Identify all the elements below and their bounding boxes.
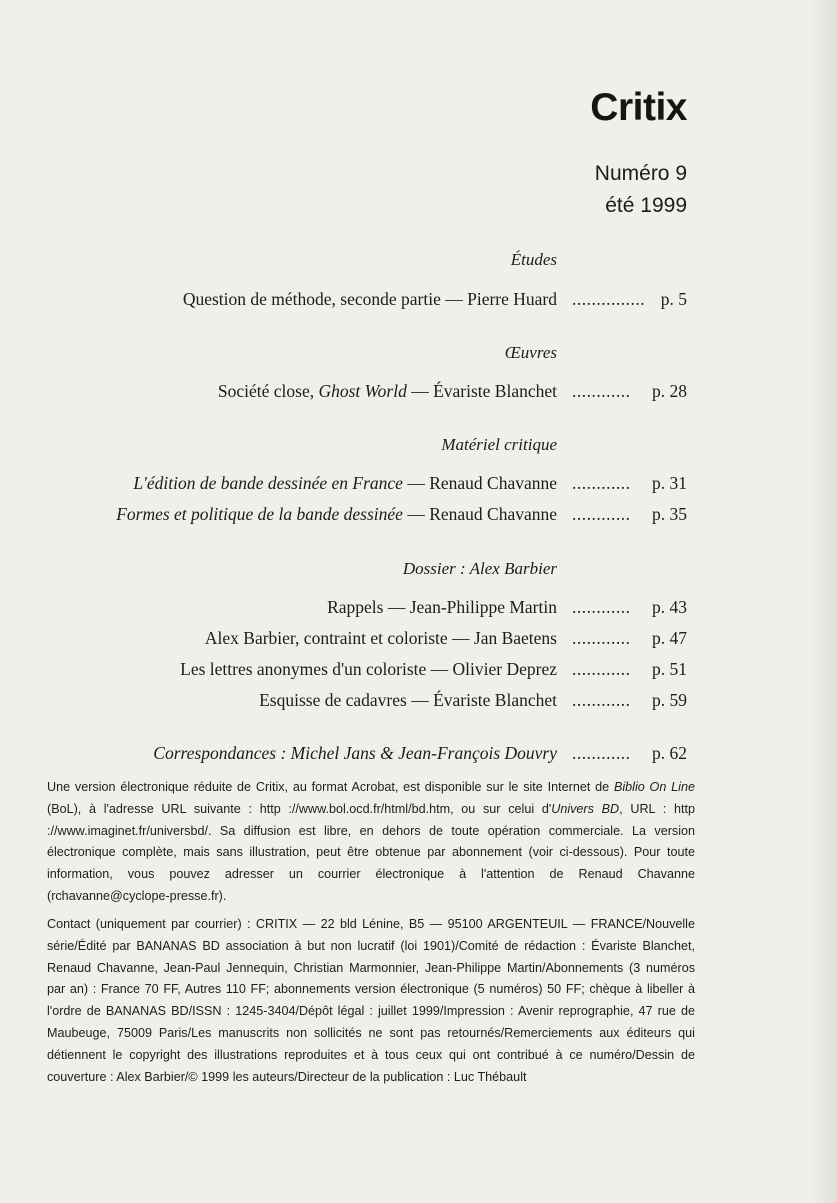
toc-entry-title: Correspondances : Michel Jans & Jean-François Douvry: [153, 743, 557, 763]
page-edge-shadow: [811, 0, 837, 1203]
section-heading-etudes: Études: [510, 250, 557, 269]
section-heading-dossier: Dossier : Alex Barbier: [402, 559, 557, 578]
toc-leader-dots: ............: [572, 597, 631, 617]
toc-page-number: p. 5: [660, 289, 687, 309]
toc-entry: [40, 380, 687, 402]
toc-entry-title: Esquisse de cadavres — Évariste Blanchet: [259, 690, 557, 710]
toc-entry: [40, 627, 687, 649]
toc-entry: [40, 503, 687, 525]
toc-leader-dots: ............: [572, 659, 631, 679]
toc-entry-title: Question de méthode, seconde partie — Pierre Huard: [182, 289, 557, 309]
toc-leader-dots: ............: [572, 743, 631, 763]
section-heading-materiel-critique: Matériel critique: [441, 435, 557, 454]
toc-page-number: p. 59: [652, 690, 687, 710]
toc-entry-title: Rappels — Jean-Philippe Martin: [327, 597, 557, 617]
toc-entry-title: L'édition de bande dessinée en France — Renaud Chavanne: [133, 473, 557, 493]
toc-page-number: p. 28: [652, 381, 687, 401]
magazine-title: Critix: [590, 86, 687, 129]
toc-entry-title: Société close, Ghost World — Évariste Blanchet: [217, 381, 557, 401]
toc-page-number: p. 51: [652, 659, 687, 679]
toc-entry: [40, 288, 687, 310]
toc-page-number: p. 47: [652, 628, 687, 648]
toc-entry: [40, 596, 687, 618]
toc-leader-dots: ............: [572, 628, 631, 648]
toc-entry: [40, 689, 687, 711]
toc-page-number: p. 43: [652, 597, 687, 617]
toc-entry-correspondances: [40, 742, 687, 764]
toc-entry: [40, 472, 687, 494]
electronic-version-notice: Une version électronique réduite de Critix, au format Acrobat, est disponible sur le site Internet de Biblio On Line (BoL), à l'adresse URL suivante : http ://www.bol.ocd.fr/html/bd.htm, ou sur celui d'Univers BD, URL : http ://www.imaginet.fr/universbd/. Sa diffusion est libre, en dehors de toute opération commerciale. La version électronique complète, mais sans illustration, peut être obtenue par abonnement (voir ci-dessous). Pour toute information, vous pouvez adresser un courrier électronique à l'attention de Renaud Chavanne (rchavanne@cyclope-presse.fr).: [47, 780, 695, 903]
section-heading-oeuvres: Œuvres: [504, 343, 557, 362]
toc-page-number: p. 31: [652, 473, 687, 493]
toc-leader-dots: ............: [572, 381, 631, 401]
colophon: Contact (uniquement par courrier) : CRITIX — 22 bld Lénine, B5 — 95100 ARGENTEUIL — FRANCE/Nouvelle série/Édité par BANANAS BD association à but non lucratif (loi 1901)/Comité de rédaction : Évariste Blanchet, Renaud Chavanne, Jean-Paul Jennequin, Christian Marmonnier, Jean-Philippe Martin/Abonnements (3 numéros par an) : France 70 FF, Autres 110 FF; abonnements version électronique (5 numéros) 50 FF; chèque à libeller à l'ordre de BANANAS BD/ISSN : 1245-3404/Dépôt légal : juillet 1999/Impression : Avenir reprographie, 47 rue de Maubeuge, 75009 Paris/Les manuscrits non sollicités ne sont pas retournés/Remerciements aux éditeurs qui détiennent le copyright des illustrations reproduites et à tous ceux qui ont contribué à ce numéro/Dessin de couverture : Alex Barbier/© 1999 les auteurs/Directeur de la publication : Luc Thébault: [47, 917, 695, 1084]
toc-entry: [40, 658, 687, 680]
toc-entry-title: Les lettres anonymes d'un coloriste — Olivier Deprez: [180, 659, 557, 679]
toc-entry-title: Alex Barbier, contraint et coloriste — Jan Baetens: [204, 628, 557, 648]
toc-page-number: p. 35: [652, 504, 687, 524]
toc-entry-title: Formes et politique de la bande dessinée — Renaud Chavanne: [116, 504, 557, 524]
toc-page-number: p. 62: [652, 743, 687, 763]
toc-leader-dots: ............: [572, 504, 631, 524]
toc-leader-dots: ............: [572, 690, 631, 710]
issue-date: été 1999: [605, 194, 687, 217]
issue-number: Numéro 9: [594, 162, 687, 185]
toc-leader-dots: ...............: [572, 289, 646, 309]
toc-leader-dots: ............: [572, 473, 631, 493]
